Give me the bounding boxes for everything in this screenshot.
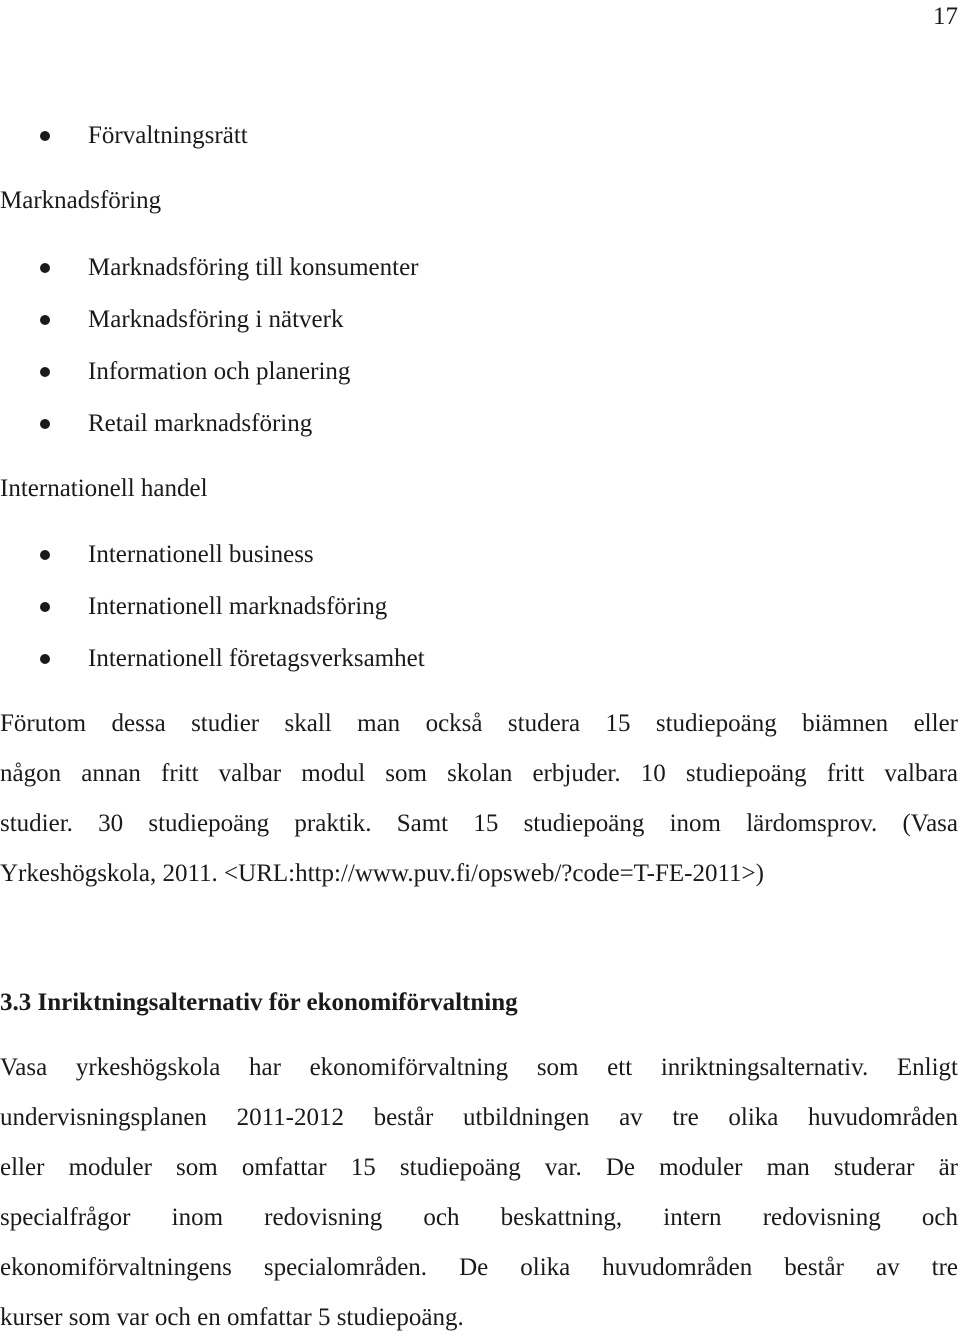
list-item — [0, 592, 425, 622]
list-item-label: Retail marknadsföring — [88, 410, 313, 437]
section-heading: 3.3 Inriktningsalternativ för ekonomiförvaltning — [0, 989, 518, 1016]
bullet-icon — [40, 602, 50, 612]
bullet-icon — [40, 550, 50, 560]
list-top — [0, 121, 248, 151]
list-internationell — [0, 540, 425, 674]
bullet-icon — [40, 131, 50, 141]
paragraph-line: Vasa yrkeshögskola har ekonomiförvaltning som ett inriktningsalternativ. Enligt — [0, 1054, 958, 1081]
bullet-icon — [40, 367, 50, 377]
list-item — [0, 305, 419, 335]
bullet-icon — [40, 263, 50, 273]
list-item — [0, 121, 248, 151]
paragraph-line: ekonomiförvaltningens specialområden. De olika huvudområden består av tre — [0, 1254, 958, 1281]
paragraph-line: eller moduler som omfattar 15 studiepoäng var. De moduler man studerar är — [0, 1154, 958, 1181]
list-item — [0, 253, 419, 283]
bullet-icon — [40, 315, 50, 325]
paragraph-line: specialfrågor inom redovisning och beskattning, intern redovisning och — [0, 1204, 958, 1231]
paragraph-line: kurser som var och en omfattar 5 studiepoäng. — [0, 1304, 464, 1331]
list-item — [0, 540, 425, 570]
list-item-label: Internationell företagsverksamhet — [88, 645, 425, 672]
subheading-internationell: Internationell handel — [0, 475, 208, 502]
bullet-icon — [40, 654, 50, 664]
list-item-label: Marknadsföring i nätverk — [88, 306, 344, 333]
list-item-label: Information och planering — [88, 358, 351, 385]
paragraph-line: undervisningsplanen 2011-2012 består utbildningen av tre olika huvudområden — [0, 1104, 958, 1131]
paragraph-line: Yrkeshögskola, 2011. <URL:http://www.puv.fi/opsweb/?code=T-FE-2011>) — [0, 860, 764, 887]
list-item — [0, 409, 419, 439]
paragraph-ekonomiforvaltning — [0, 1053, 958, 1333]
list-marknadsforing — [0, 253, 419, 439]
bullet-icon — [40, 419, 50, 429]
paragraph-studiepoang — [0, 709, 958, 889]
list-item — [0, 644, 425, 674]
list-item-label: Internationell business — [88, 541, 314, 568]
page-number: 17 — [933, 3, 958, 30]
paragraph-line: studier. 30 studiepoäng praktik. Samt 15 studiepoäng inom lärdomsprov. (Vasa — [0, 810, 958, 837]
list-item-label: Marknadsföring till konsumenter — [88, 254, 419, 281]
list-item-label: Internationell marknadsföring — [88, 593, 388, 620]
paragraph-line: någon annan fritt valbar modul som skolan erbjuder. 10 studiepoäng fritt valbara — [0, 760, 958, 787]
paragraph-line: Förutom dessa studier skall man också studera 15 studiepoäng biämnen eller — [0, 710, 958, 737]
list-item-label: Förvaltningsrätt — [88, 122, 248, 149]
list-item — [0, 357, 419, 387]
subheading-marknadsforing: Marknadsföring — [0, 187, 162, 214]
